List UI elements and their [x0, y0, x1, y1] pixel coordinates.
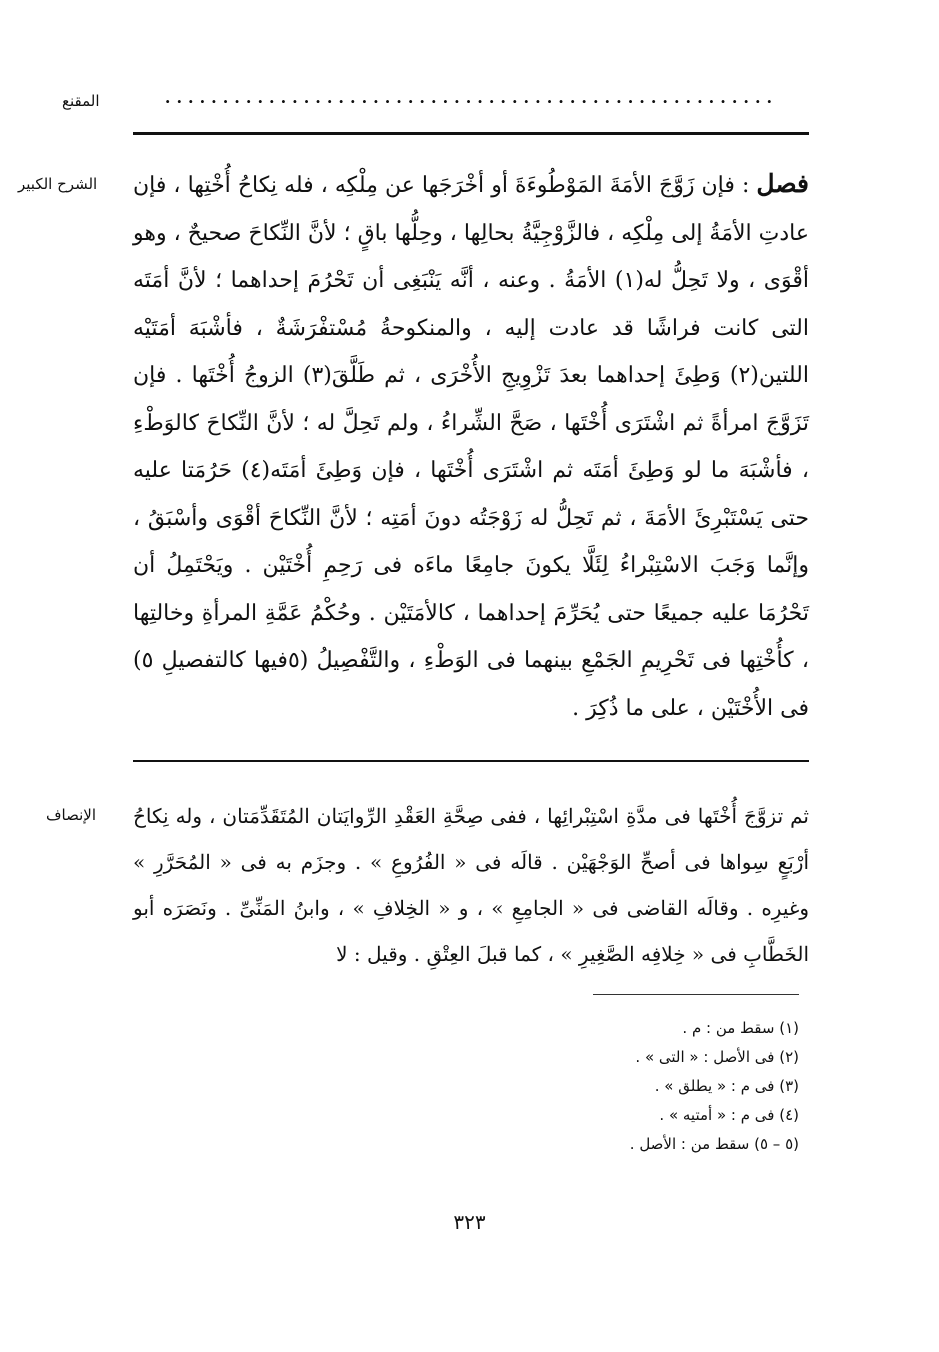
insaf-label: الإنصاف: [46, 806, 97, 824]
header-rule: [133, 132, 809, 135]
footnote: (١) سقط من : م .: [682, 1019, 799, 1037]
insaf-body: ثم تزوَّجَ أُخْتَها فى مدَّةِ اسْتِبْرائِها ، ففى صِحَّةِ العَقْدِ الرِّوايَتان المُتَقَدِّمَتان ، وله نِكاحُ أرْبَعٍ سِواها فى أصحِّ الوَجْهَيْن . قالَه فى « الفُرُوعِ » . وجزَم به فى « المُحَرَّرِ » وغيرِه . وقالَه القاضى فى « الجامِعِ » ، و « الخِلافِ » ، وابنُ المَنِّىِّ . ونَصَرَه أبو الخَطَّابِ فى « خِلافِه الصَّغِيرِ » ، كما قبلَ العِتْقِ . وقيل : لا: [133, 804, 809, 966]
section-heading: فصل: [756, 169, 809, 198]
section-divider: [133, 760, 809, 762]
footnotes-list: [399, 1014, 799, 1159]
sharh-kabir-label: الشرح الكبير: [18, 175, 98, 193]
insaf-text: [133, 793, 809, 977]
footnote: (٤) فى م : « أمتيه » .: [659, 1106, 799, 1124]
book-title-label: المقنع: [62, 92, 100, 110]
footnote: (٣) فى م : « يطلق » .: [654, 1077, 799, 1095]
main-commentary-text: [133, 160, 809, 732]
header-dots: .....................................................: [164, 88, 779, 107]
page-number: ٣٢٣: [453, 1210, 486, 1234]
main-body: : فإن زَوَّجَ الأمَةَ المَوْطُوءَةَ أو أخْرَجَها عن مِلْكِه ، فله نِكاحُ أُخْتِها ، فإن عادتِ الأمَةُ إلى مِلْكِه ، فالزَّوْجِيَّةُ بحالِها ، وحِلُّها باقٍ ؛ لأنَّ النِّكاحَ صحيحٌ ، وهو أقْوَى ، ولا تَحِلُّ له(١) الأمَةُ . وعنه ، أنَّه يَنْبَغِى أن تَحْرُمَ إحداهما ؛ لأنَّ أمَتَه التى كانت فراشًا قد عادت إليه ، والمنكوحةُ مُسْتفْرَشَةٌ ، فأشْبَهَ أمَتَيْه اللتين(٢) وَطِئَ إحداهما بعدَ تَزْوِيجِ الأُخْرَى ، ثم طَلَّقَ(٣) الزوجُ أُخْتَها . فإن تَزَوَّجَ امرأةً ثم اشْتَرَى أُخْتَها ، صَحَّ الشِّراءُ ، ولم تَحِلَّ له ؛ لأنَّ النِّكاحَ كالوَطْءِ ، فأشْبَهَ ما لو وَطِئَ أمَتَه ثم اشْتَرَى أُخْتَها ، فإن وَطِئَ أمَتَه(٤) حَرُمَتا عليه حتى يَسْتَبْرِئَ الأمَةَ ، ثم تَحِلُّ له زَوْجَتُه دونَ أمَتِه ؛ لأنَّ النِّكاحَ أقْوَى وأسْبَقُ ، وإنَّما وَجَبَ الاسْتِبْراءُ لِئَلَّا يكونَ جامِعًا ماءَه فى رَحِمِ أُخْتَيْن . ويَحْتَمِلُ أن تَحْرُمَا عليه جميعًا حتى يُحَرِّمَ إحداهما ، كالأمَتَيْن . وحُكْمُ عَمَّةِ المرأةِ وخالتِها ، كأُخْتِها فى تَحْرِيمِ الجَمْعِ بينهما فى الوَطْءِ ، والتَّفْصِيلُ (٥فيها كالتفصيلِ ٥) فى الأُخْتَيْن ، على ما ذُكِرَ .: [133, 173, 809, 721]
footnote: (٢) فى الأصل : « التى » .: [635, 1048, 799, 1066]
footnote-rule: [593, 994, 799, 995]
footnote: (٥ – ٥) سقط من : الأصل .: [629, 1135, 799, 1153]
